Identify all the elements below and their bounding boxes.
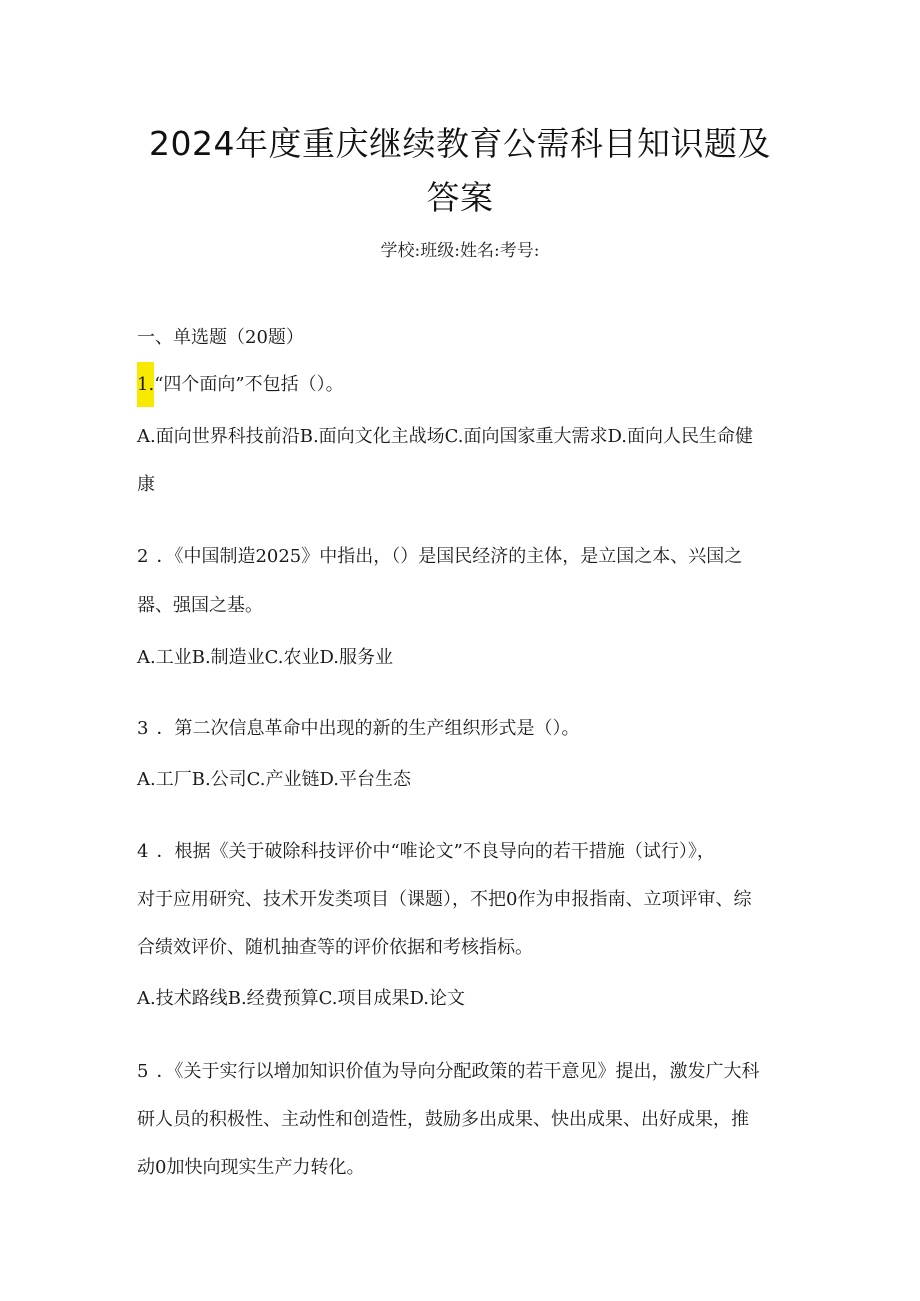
question-4-options: A.技术路线B.经费预算C.项目成果D.论文: [137, 988, 466, 1009]
question-3-number: 3: [137, 718, 149, 739]
question-4-stem-line3: 合绩效评价、随机抽查等的评价依据和考核指标。: [137, 937, 533, 958]
question-2-stem-text: ．《中国制造2025》中指出，（）是国民经济的主体，是立国之本、兴国之: [156, 546, 743, 567]
question-3-options: A.工厂B.公司C.产业链D.平台生态: [137, 769, 412, 790]
question-3-stem-text: ．第二次信息革命中出现的新的生产组织形式是（）。: [156, 718, 580, 739]
question-2-options: A.工业B.制造业C.农业D.服务业: [137, 647, 394, 668]
question-1-stem: [137, 373, 344, 397]
question-2-stem-line2: 器、强国之基。: [137, 595, 263, 616]
question-4-stem-line2: 对于应用研究、技术开发类项目（课题），不把0作为申报指南、立项评审、综: [137, 889, 752, 910]
question-1-options-line2: 康: [137, 474, 155, 495]
question-1-number: 1.: [137, 362, 154, 407]
question-2-stem-line1: [137, 545, 742, 569]
question-2-number: 2: [137, 546, 149, 567]
question-1-options-line1: A.面向世界科技前沿B.面向文化主战场C.面向国家重大需求D.面向人民生命健: [137, 426, 754, 447]
document-title-line1: 2024年度重庆继续教育公需科目知识题及: [149, 124, 771, 163]
section-heading: 一、单选题（20题）: [137, 327, 304, 348]
question-1-stem-text: “四个面向”不包括（）。: [154, 374, 344, 395]
question-4-stem-line1: [137, 840, 715, 864]
question-4-stem-text: ．根据《关于破除科技评价中“唯论文”不良导向的若干措施（试行）》，: [156, 841, 715, 862]
question-3-stem: [137, 717, 579, 741]
question-5-stem-line2: 研人员的积极性、主动性和创造性，鼓励多出成果、快出成果、出好成果，推: [137, 1109, 749, 1130]
document-title-line2: 答案: [426, 178, 494, 217]
question-5-stem-line3: 动0加快向现实生产力转化。: [137, 1157, 365, 1178]
question-5-stem-text: ．《关于实行以增加知识价值为导向分配政策的若干意见》提出，激发广大科: [156, 1061, 760, 1082]
question-5-stem-line1: [137, 1060, 759, 1084]
question-4-number: 4: [137, 841, 149, 862]
student-info-line: 学校:班级:姓名:考号:: [380, 241, 540, 261]
question-5-number: 5: [137, 1061, 149, 1082]
